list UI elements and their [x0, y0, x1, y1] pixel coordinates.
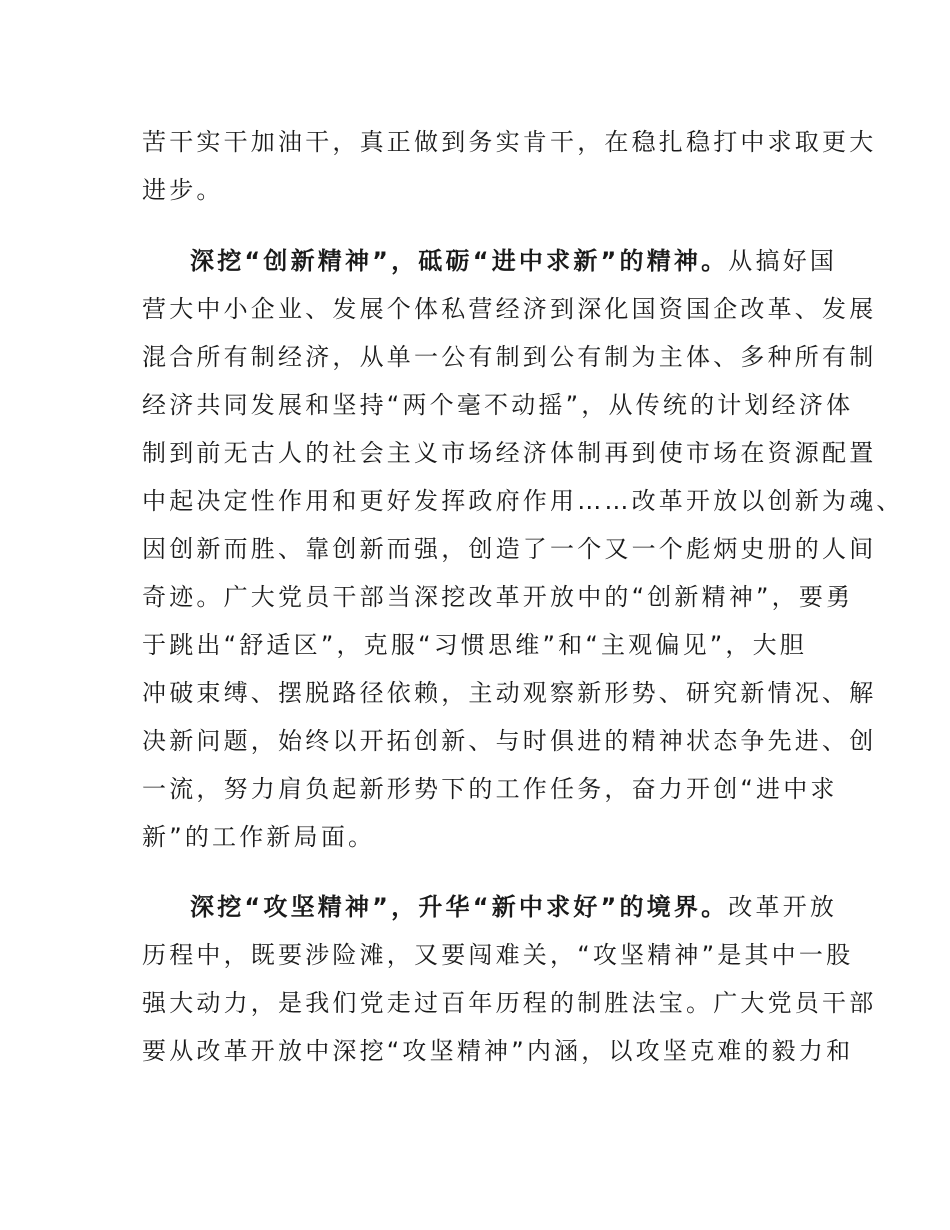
text-line: 新”的工作新局面。: [142, 823, 376, 851]
paragraph-text: 从搞好国: [728, 247, 838, 275]
text-line: 混合所有制经济，从单一公有制到公有制为主体、多种所有制: [142, 343, 877, 371]
text-line: 决新问题，始终以开拓创新、与时俱进的精神状态争先进、创: [142, 727, 877, 755]
text-line: 奇迹。广大党员干部当深挖改革开放中的“创新精神”，要勇: [142, 583, 854, 611]
paragraph-text: 改革开放: [728, 893, 838, 921]
paragraph-heading-line: [190, 237, 890, 285]
text-line: 冲破束缚、摆脱路径依赖，主动观察新形势、研究新情况、解: [142, 679, 877, 707]
text-line: 历程中，既要涉险滩，又要闯难关，“攻坚精神”是其中一股: [142, 941, 854, 969]
paragraph-heading-line: [190, 883, 890, 931]
text-line: 要从改革开放中深挖“攻坚精神”内涵，以攻坚克难的毅力和: [142, 1037, 854, 1065]
text-line: 于跳出“舒适区”，克服“习惯思维”和“主观偏见”，大胆: [142, 631, 807, 659]
text-line: 经济共同发展和坚持“两个毫不动摇”，从传统的计划经济体: [142, 391, 854, 419]
text-line: 中起决定性作用和更好发挥政府作用……改革开放以创新为魂、: [142, 487, 904, 515]
paragraph-heading: 深挖“攻坚精神”，升华“新中求好”的境界。: [190, 893, 729, 921]
text-line: 苦干实干加油干，真正做到务实肯干，在稳扎稳打中求取更大: [142, 128, 877, 156]
text-line: 进步。: [142, 176, 224, 204]
text-line: 制到前无古人的社会主义市场经济体制再到使市场在资源配置: [142, 439, 877, 467]
paragraph-heading: 深挖“创新精神”，砥砺“进中求新”的精神。: [190, 247, 729, 275]
text-line: 因创新而胜、靠创新而强，创造了一个又一个彪炳史册的人间: [142, 535, 877, 563]
text-line: 一流，努力肩负起新形势下的工作任务，奋力开创“进中求: [142, 775, 838, 803]
text-line: 营大中小企业、发展个体私营经济到深化国资国企改革、发展: [142, 295, 877, 323]
text-line: 强大动力，是我们党走过百年历程的制胜法宝。广大党员干部: [142, 989, 877, 1017]
